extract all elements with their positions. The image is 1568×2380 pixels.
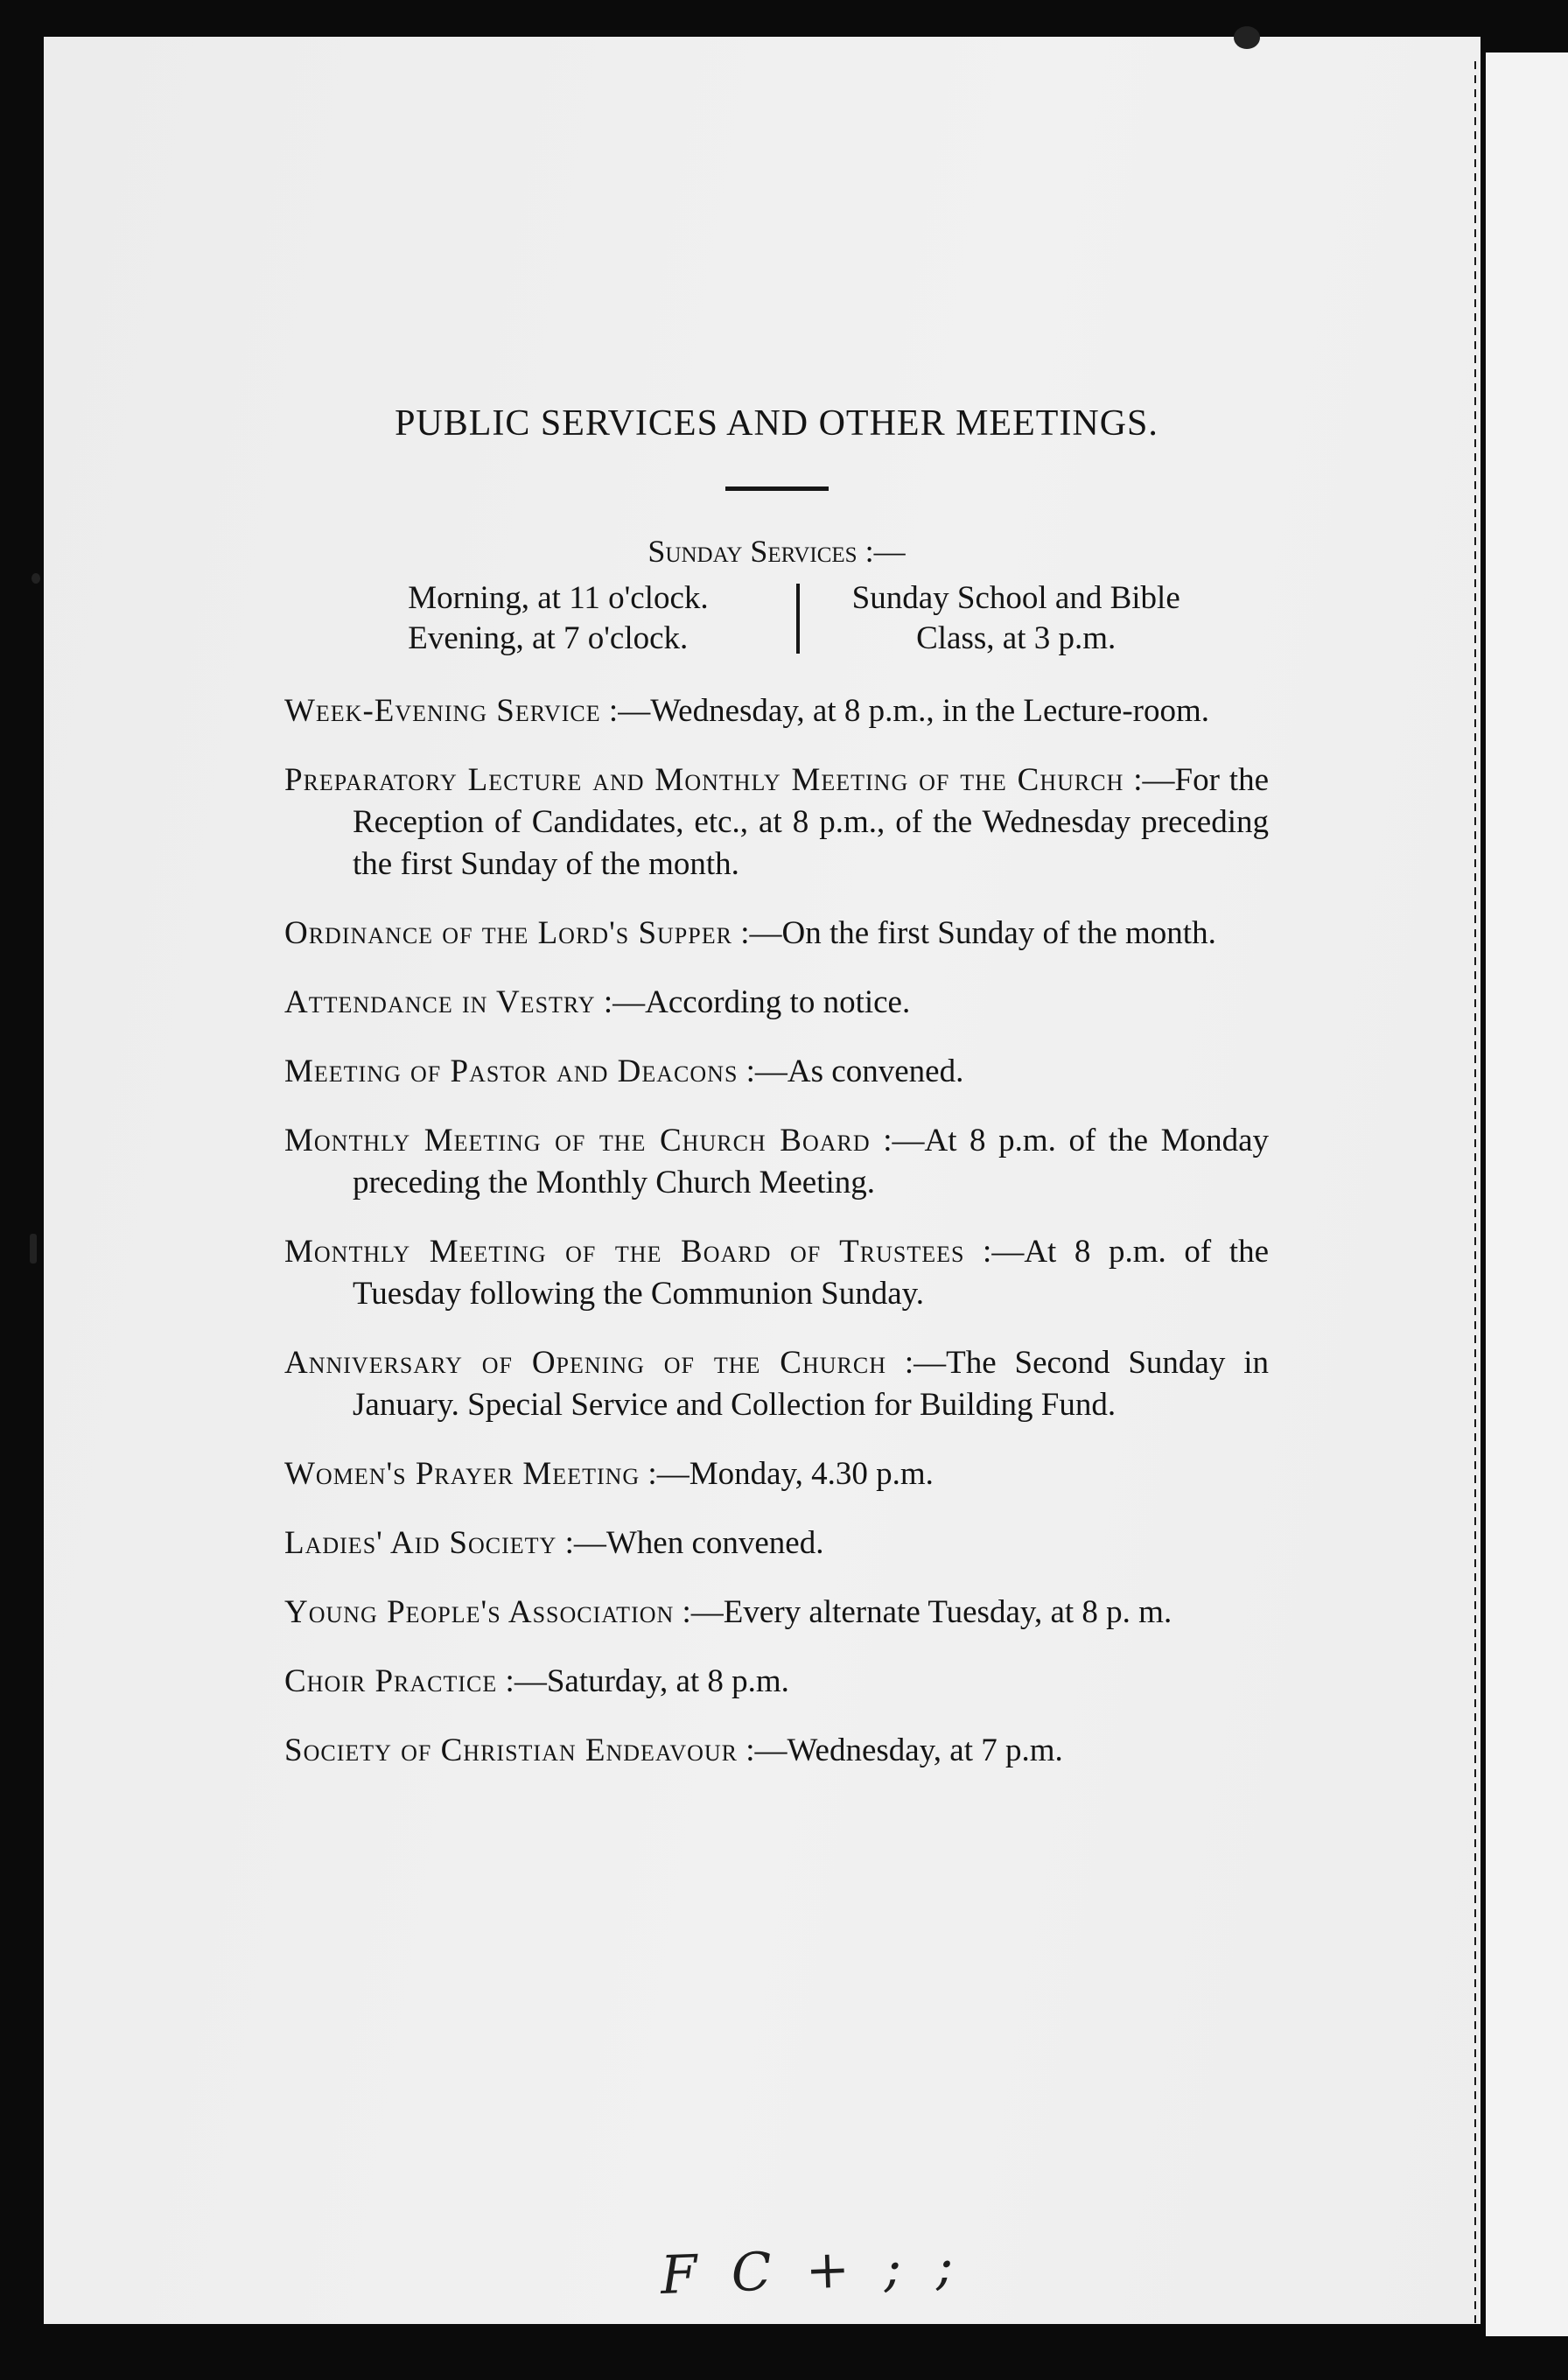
sunday-school-line-2: Class, at 3 p.m. <box>916 620 1116 656</box>
entry-label: Ordinance of the Lord's Supper <box>284 915 732 951</box>
document-content <box>284 402 1269 1799</box>
entry-ladies-aid <box>284 1522 1269 1564</box>
ink-speck <box>1234 26 1260 49</box>
sunday-services-table <box>284 578 1269 659</box>
entry-text: :—Saturday, at 8 p.m. <box>497 1663 789 1699</box>
title-rule <box>725 486 829 491</box>
entry-attendance-vestry <box>284 982 1269 1024</box>
entry-text: :—On the first Sunday of the month. <box>732 915 1216 951</box>
entry-label: Monthly Meeting of the Church Board <box>284 1123 871 1158</box>
entry-label: Monthly Meeting of the Board of Trustees <box>284 1234 965 1270</box>
ink-speck <box>32 573 40 584</box>
entry-text: :—The Second Sunday in January. Special Service and Collection for Building Fund. <box>353 1345 1269 1423</box>
entry-pastor-deacons <box>284 1051 1269 1093</box>
sunday-evening: Evening, at 7 o'clock. <box>408 620 689 656</box>
sunday-morning: Morning, at 11 o'clock. <box>408 580 709 616</box>
entry-board-trustees <box>284 1231 1269 1315</box>
entry-label: Meeting of Pastor and Deacons <box>284 1054 738 1089</box>
facing-page-edge <box>1486 52 1568 2336</box>
entry-church-board <box>284 1120 1269 1204</box>
entry-text: :—According to notice. <box>595 984 911 1020</box>
sunday-right-column <box>800 578 1180 659</box>
sunday-school-line-1: Sunday School and Bible <box>851 580 1180 616</box>
entry-womens-prayer <box>284 1453 1269 1495</box>
entry-label: Society of Christian Endeavour <box>284 1732 738 1768</box>
entry-label: Women's Prayer Meeting <box>284 1456 640 1492</box>
ink-speck <box>30 1234 37 1264</box>
entry-text: :—Every alternate Tuesday, at 8 p. m. <box>674 1594 1172 1630</box>
entry-label: Week-Evening Service <box>284 693 601 729</box>
entry-lords-supper <box>284 913 1269 955</box>
entry-young-peoples <box>284 1592 1269 1634</box>
entry-text: :—At 8 p.m. of the Monday preceding the Monthly Church Meeting. <box>353 1123 1269 1200</box>
entry-text: :—Monday, 4.30 p.m. <box>640 1456 934 1492</box>
entry-label: Young People's Association <box>284 1594 675 1630</box>
entry-preparatory-lecture <box>284 760 1269 886</box>
handwritten-note: F C + ; ; <box>659 2235 963 2306</box>
entry-text: :—Wednesday, at 8 p.m., in the Lecture-room. <box>600 693 1210 729</box>
entry-label: Anniversary of Opening of the Church <box>284 1345 886 1381</box>
entry-text: :—For the Reception of Candidates, etc., at 8 p.m., of the Wednesday preceding the first Sunday of the month. <box>353 762 1270 882</box>
entry-choir-practice <box>284 1661 1269 1703</box>
entry-christian-endeavour <box>284 1730 1269 1772</box>
entry-label: Ladies' Aid Society <box>284 1525 557 1561</box>
entry-text: :—At 8 p.m. of the Tuesday following the Communion Sunday. <box>353 1234 1269 1312</box>
sunday-services-heading: Sunday Services :— <box>648 534 906 569</box>
entry-text: :—Wednesday, at 7 p.m. <box>738 1732 1063 1768</box>
entry-week-evening <box>284 690 1269 732</box>
sunday-left-column <box>373 578 795 659</box>
entry-label: Attendance in Vestry <box>284 984 596 1020</box>
entry-anniversary <box>284 1342 1269 1426</box>
entry-label: Preparatory Lecture and Monthly Meeting of the Church <box>284 762 1124 798</box>
page-title: PUBLIC SERVICES AND OTHER MEETINGS. <box>395 403 1158 444</box>
entry-text: :—As convened. <box>738 1054 964 1089</box>
page-fold-perforation <box>1474 61 1476 2328</box>
entry-label: Choir Practice <box>284 1663 498 1699</box>
entry-text: :—When convened. <box>556 1525 824 1561</box>
